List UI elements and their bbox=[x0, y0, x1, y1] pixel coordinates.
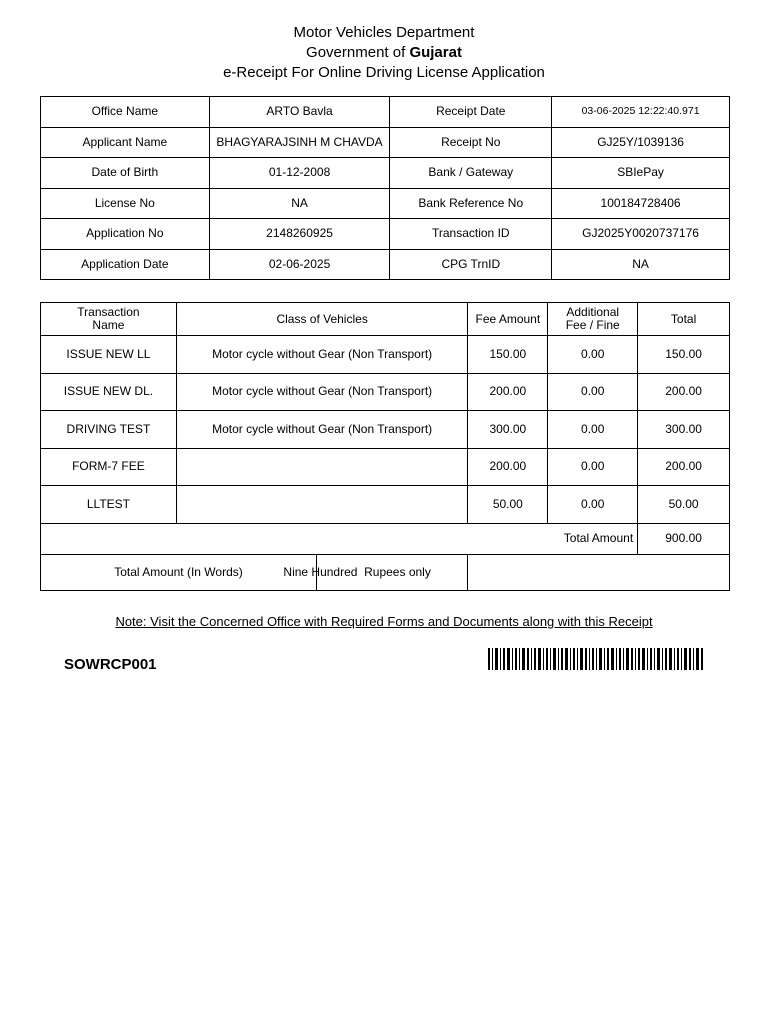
row-total: 200.00 bbox=[638, 448, 730, 486]
row-total: 300.00 bbox=[638, 411, 730, 449]
info-row bbox=[41, 158, 730, 189]
row-total: 50.00 bbox=[638, 486, 730, 524]
info-label: Applicant Name bbox=[41, 127, 210, 158]
info-value: NA bbox=[209, 188, 390, 219]
amount-in-words-value-cell bbox=[283, 554, 730, 590]
row-total: 150.00 bbox=[638, 336, 730, 374]
row-total: 200.00 bbox=[638, 373, 730, 411]
fee-amount: 50.00 bbox=[468, 486, 548, 524]
transaction-name: DRIVING TEST bbox=[41, 411, 177, 449]
info-value: GJ25Y/1039136 bbox=[552, 127, 730, 158]
info-value: SBIePay bbox=[552, 158, 730, 189]
info-label: Bank / Gateway bbox=[390, 158, 552, 189]
info-label: Application Date bbox=[41, 249, 210, 280]
info-value: GJ2025Y0020737176 bbox=[552, 219, 730, 250]
total-amount-row bbox=[41, 523, 730, 554]
info-label: CPG TrnID bbox=[390, 249, 552, 280]
info-value: ARTO Bavla bbox=[209, 97, 390, 128]
info-label: Date of Birth bbox=[41, 158, 210, 189]
total-amount-value: 900.00 bbox=[638, 523, 730, 554]
info-value: BHAGYARAJSINH M CHAVDA bbox=[209, 127, 390, 158]
department-title: Motor Vehicles Department bbox=[293, 24, 475, 41]
government-prefix: Government of bbox=[306, 44, 410, 61]
government-line bbox=[0, 44, 768, 62]
amount-in-words-value: Nine Hundred Rupees only bbox=[283, 564, 431, 579]
info-row bbox=[41, 127, 730, 158]
fee-details-table bbox=[40, 302, 730, 591]
fee-amount: 200.00 bbox=[468, 448, 548, 486]
info-label: Transaction ID bbox=[390, 219, 552, 250]
transaction-name: LLTEST bbox=[41, 486, 177, 524]
fee-row bbox=[41, 411, 730, 449]
receipt-note: Note: Visit the Concerned Office with Required Forms and Documents along with this Receipt bbox=[115, 614, 653, 629]
state-name: Gujarat bbox=[409, 44, 462, 61]
additional-fee: 0.00 bbox=[548, 486, 638, 524]
info-value: 100184728406 bbox=[552, 188, 730, 219]
form-code: SOWRCP001 bbox=[64, 656, 157, 673]
additional-fee: 0.00 bbox=[548, 411, 638, 449]
info-label: Bank Reference No bbox=[390, 188, 552, 219]
vehicle-class bbox=[176, 448, 468, 486]
vehicle-class: Motor cycle without Gear (Non Transport) bbox=[176, 373, 468, 411]
info-value: 03-06-2025 12:22:40.971 bbox=[552, 97, 730, 128]
info-label: Receipt No bbox=[390, 127, 552, 158]
info-row bbox=[41, 219, 730, 250]
total-amount-label: Total Amount bbox=[41, 523, 638, 554]
info-label: Office Name bbox=[41, 97, 210, 128]
fee-header-row bbox=[41, 303, 730, 336]
additional-fee: 0.00 bbox=[548, 448, 638, 486]
applicant-info-table bbox=[40, 96, 730, 280]
receipt-title: e-Receipt For Online Driving License Application bbox=[223, 64, 545, 81]
fee-amount: 300.00 bbox=[468, 411, 548, 449]
fee-row bbox=[41, 448, 730, 486]
transaction-name: FORM-7 FEE bbox=[41, 448, 177, 486]
info-label: Application No bbox=[41, 219, 210, 250]
fee-row bbox=[41, 373, 730, 411]
header-transaction-name: Transaction Name bbox=[41, 303, 177, 336]
info-value: NA bbox=[552, 249, 730, 280]
info-row bbox=[41, 97, 730, 128]
additional-fee: 0.00 bbox=[548, 336, 638, 374]
header-fee-amount: Fee Amount bbox=[468, 303, 548, 336]
amount-in-words-row bbox=[41, 554, 730, 590]
transaction-name: ISSUE NEW LL bbox=[41, 336, 177, 374]
transaction-name: ISSUE NEW DL. bbox=[41, 373, 177, 411]
fee-row bbox=[41, 336, 730, 374]
fee-amount: 200.00 bbox=[468, 373, 548, 411]
amount-in-words-label: Total Amount (In Words) bbox=[41, 555, 317, 590]
info-label: License No bbox=[41, 188, 210, 219]
vehicle-class: Motor cycle without Gear (Non Transport) bbox=[176, 336, 468, 374]
fee-row bbox=[41, 486, 730, 524]
info-value: 01-12-2008 bbox=[209, 158, 390, 189]
header-additional-fee: Additional Fee / Fine bbox=[548, 303, 638, 336]
info-value: 2148260925 bbox=[209, 219, 390, 250]
fee-amount: 150.00 bbox=[468, 336, 548, 374]
info-row bbox=[41, 188, 730, 219]
info-row bbox=[41, 249, 730, 280]
header-total: Total bbox=[638, 303, 730, 336]
info-value: 02-06-2025 bbox=[209, 249, 390, 280]
additional-fee: 0.00 bbox=[548, 373, 638, 411]
vehicle-class bbox=[176, 486, 468, 524]
header-class-of-vehicles: Class of Vehicles bbox=[176, 303, 468, 336]
info-label: Receipt Date bbox=[390, 97, 552, 128]
barcode-icon bbox=[488, 648, 704, 670]
vehicle-class: Motor cycle without Gear (Non Transport) bbox=[176, 411, 468, 449]
